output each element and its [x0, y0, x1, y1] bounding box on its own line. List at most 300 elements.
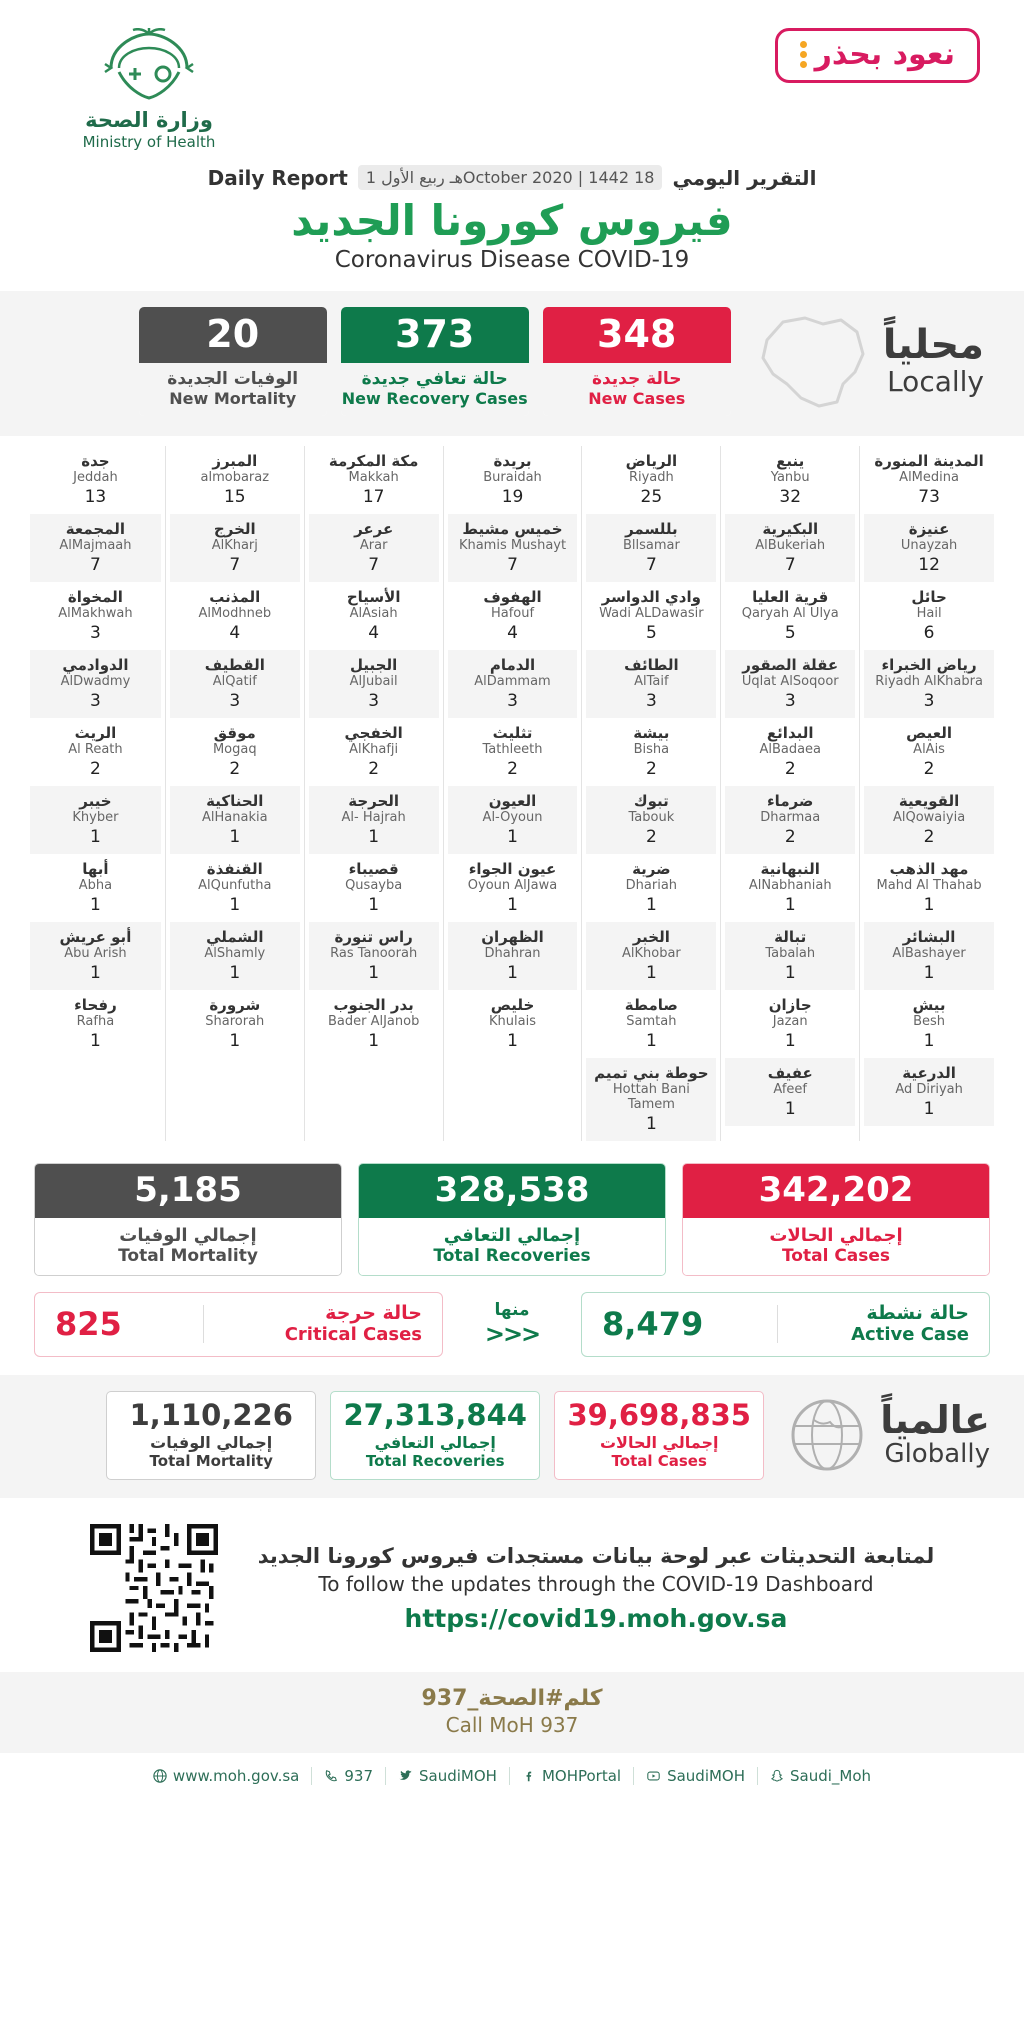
city-name-en: Riyadh AlKhabra [875, 674, 983, 689]
global-recoveries-label-en: Total Recoveries [365, 1452, 505, 1471]
city-cell [725, 1058, 855, 1126]
city-name-ar: بدر الجنوب [333, 996, 414, 1014]
city-name-ar: تثليث [492, 724, 533, 742]
footer-link-label: 937 [344, 1767, 374, 1786]
city-name-en: Riyadh [628, 470, 674, 485]
city-case-count: 2 [507, 759, 518, 779]
city-name-en: Dhahran [484, 946, 541, 961]
city-cell [586, 514, 716, 582]
snapchat-icon [770, 1769, 784, 1783]
city-cell [864, 786, 994, 854]
global-mortality-label-en: Total Mortality [149, 1452, 273, 1471]
city-case-count: 5 [645, 623, 657, 643]
city-name-ar: تبالة [774, 928, 807, 946]
city-case-count: 1 [507, 1031, 518, 1051]
of-which-label: منها [494, 1300, 530, 1321]
city-cell [170, 582, 300, 650]
city-cell [448, 718, 578, 786]
city-name-ar: الدمام [489, 656, 536, 674]
city-case-count: 1 [368, 827, 380, 847]
city-case-count: 3 [90, 691, 101, 711]
saudi-map-icon [753, 310, 873, 414]
new-recovery-label-en: New Recovery Cases [341, 389, 528, 408]
city-case-count: 15 [223, 487, 246, 507]
city-cell [725, 922, 855, 990]
city-case-count: 1 [507, 827, 518, 847]
city-name-en: Wadi ALDawasir [599, 606, 704, 621]
city-cell [586, 718, 716, 786]
city-cell [309, 650, 439, 718]
city-name-ar: الظهران [481, 928, 544, 946]
city-cell [586, 1058, 716, 1141]
footer-link-saudi-moh[interactable] [758, 1767, 883, 1785]
city-cell [864, 990, 994, 1058]
footer-link-label: www.moh.gov.sa [172, 1767, 300, 1786]
city-name-en: Qaryah Al Ulya [741, 606, 839, 621]
city-cell [725, 650, 855, 718]
global-cases-card [554, 1391, 764, 1481]
city-case-count: 1 [368, 1031, 380, 1051]
city-case-count: 1 [784, 963, 796, 983]
city-name-en: AlMajmaah [59, 538, 132, 553]
city-cell [725, 514, 855, 582]
city-name-ar: حوطة بني تميم [594, 1064, 709, 1082]
city-cell [586, 786, 716, 854]
city-name-ar: رياض الخبراء [881, 656, 977, 674]
global-mortality-value: 1,110,226 [129, 1397, 293, 1432]
city-cell [864, 718, 994, 786]
global-mortality-card [106, 1391, 316, 1481]
phone-icon [324, 1769, 338, 1783]
critical-cases-label-en: Critical Cases [284, 1323, 422, 1345]
city-name-ar: القويعية [898, 792, 960, 810]
city-name-en: Rafha [76, 1014, 115, 1029]
city-case-count: 73 [918, 487, 940, 507]
city-case-count: 2 [645, 759, 657, 779]
city-case-count: 7 [368, 555, 380, 575]
new-mortality-value: 20 [139, 307, 327, 363]
city-case-count: 32 [779, 487, 802, 507]
city-case-count: 3 [784, 691, 796, 711]
city-case-count: 1 [784, 895, 796, 915]
city-cell [864, 514, 994, 582]
city-case-count: 25 [640, 487, 663, 507]
city-name-ar: أبو عريش [59, 928, 132, 946]
global-cases-label-en: Total Cases [611, 1452, 707, 1471]
footer-link-label: SaudiMOH [419, 1767, 497, 1786]
footer-link-saudimoh[interactable] [634, 1767, 758, 1785]
city-case-count: 7 [90, 555, 101, 575]
city-name-en: Hottah Bani Tamem [612, 1082, 690, 1112]
city-name-ar: الطائف [624, 656, 679, 674]
total-recoveries-card [358, 1163, 666, 1276]
globally-heading [784, 1392, 990, 1478]
city-cell [586, 854, 716, 922]
city-name-en: AlAsiah [349, 606, 398, 621]
city-cell [170, 786, 300, 854]
city-case-count: 3 [90, 623, 101, 643]
city-case-count: 13 [84, 487, 107, 507]
city-name-ar: جدة [81, 452, 110, 470]
call-moh-bar [0, 1672, 1024, 1753]
dashboard-text-ar: لمتابعة التحديثات عبر لوحة بيانات مستجدات فيروس كورونا الجديد [257, 1543, 935, 1568]
city-case-count: 12 [918, 555, 940, 575]
call-moh-en: Call MoH 937 [445, 1713, 579, 1738]
city-cell [309, 582, 439, 650]
city-name-ar: الأسياح [346, 588, 401, 606]
city-cell [725, 718, 855, 786]
total-cases-card [682, 1163, 990, 1276]
city-case-count: 2 [784, 759, 796, 779]
city-name-en: AlDammam [474, 674, 551, 689]
city-cell [30, 582, 161, 650]
campaign-dots-icon [800, 41, 807, 68]
city-name-en: Dharmaa [760, 810, 821, 825]
city-case-count: 1 [507, 895, 518, 915]
cities-column [26, 446, 165, 1141]
city-cell [864, 582, 994, 650]
footer-link-www-moh-gov-sa[interactable] [141, 1767, 312, 1785]
city-name-ar: قصيباء [348, 860, 399, 878]
total-mortality-card [34, 1163, 342, 1276]
page-title-en: Coronavirus Disease COVID-19 [334, 247, 690, 273]
city-name-en: Uqlat AlSoqoor [741, 674, 839, 689]
city-name-en: Hafouf [490, 606, 535, 621]
cities-column [304, 446, 443, 1141]
city-case-count: 4 [507, 623, 518, 643]
city-name-ar: المبرز [212, 452, 258, 470]
footer-social-row [0, 1753, 1024, 1803]
city-name-ar: رفحاء [74, 996, 117, 1014]
city-case-count: 1 [645, 1114, 657, 1134]
city-cell [725, 786, 855, 854]
city-name-ar: جازان [768, 996, 812, 1014]
city-name-en: Al Reath [68, 742, 123, 757]
city-name-en: Bisha [633, 742, 670, 757]
city-name-en: Jeddah [73, 470, 118, 485]
city-cell [170, 650, 300, 718]
city-name-ar: النبهانية [760, 860, 820, 878]
cities-table [0, 436, 1024, 1147]
footer-link-937[interactable] [312, 1767, 386, 1785]
active-cases-value: 8,479 [602, 1305, 704, 1344]
cities-column [443, 446, 582, 1141]
new-cases-card [543, 307, 731, 416]
qr-code-icon[interactable] [90, 1524, 218, 1652]
city-name-en: AlAis [913, 742, 945, 757]
new-mortality-label-ar: الوفيات الجديدة [167, 369, 299, 389]
city-cell [30, 990, 161, 1058]
daily-report-row [0, 165, 1024, 190]
city-cell [725, 446, 855, 514]
city-cell [448, 650, 578, 718]
moh-emblem-icon [89, 28, 209, 106]
city-case-count: 2 [784, 827, 796, 847]
city-case-count: 2 [90, 759, 101, 779]
pill-divider [777, 1305, 778, 1343]
city-name-en: AlTaif [634, 674, 669, 689]
page-header [0, 0, 1024, 151]
city-name-en: Al-Oyoun [482, 810, 543, 825]
new-cases-label-en: New Cases [588, 389, 686, 408]
city-name-en: almobaraz [200, 470, 270, 485]
city-case-count: 1 [90, 827, 101, 847]
city-case-count: 5 [784, 623, 796, 643]
city-case-count: 1 [645, 1031, 657, 1051]
city-cell [30, 718, 161, 786]
city-name-ar: الخفجي [344, 724, 403, 742]
city-name-en: Jazan [772, 1014, 808, 1029]
city-name-en: Khamis Mushayt [458, 538, 567, 553]
city-case-count: 1 [368, 963, 380, 983]
city-name-ar: الحرجة [348, 792, 400, 810]
youtube-icon [646, 1769, 661, 1783]
city-cell [586, 446, 716, 514]
city-cell [448, 854, 578, 922]
city-case-count: 17 [362, 487, 385, 507]
city-name-en: Oyoun AlJawa [467, 878, 558, 893]
city-case-count: 1 [90, 895, 101, 915]
footer-link-saudimoh[interactable] [386, 1767, 510, 1785]
city-name-en: AlQowaiyia [892, 810, 966, 825]
city-cell [864, 922, 994, 990]
city-case-count: 3 [923, 691, 935, 711]
footer-link-mohportal[interactable] [510, 1767, 634, 1785]
globally-section [0, 1375, 1024, 1499]
city-cell [30, 854, 161, 922]
city-name-ar: المذنب [209, 588, 261, 606]
city-name-ar: صامطة [624, 996, 678, 1014]
total-mortality-label-ar: إجمالي الوفيات [119, 1225, 257, 1246]
dashboard-texts [258, 1544, 934, 1633]
facebook-icon [522, 1769, 536, 1783]
city-case-count: 1 [923, 895, 935, 915]
pill-divider [203, 1305, 204, 1343]
city-cell [309, 922, 439, 990]
city-name-ar: عيون الجواء [468, 860, 557, 878]
city-name-ar: قرية العليا [752, 588, 829, 606]
active-cases-label-ar: حالة نشطة [866, 1302, 969, 1324]
city-case-count: 3 [229, 691, 241, 711]
city-name-ar: الهفوف [483, 588, 542, 606]
city-name-ar: العيص [906, 724, 952, 742]
city-cell [448, 514, 578, 582]
new-recovery-card [341, 307, 529, 416]
city-name-en: Tabouk [628, 810, 675, 825]
city-case-count: 1 [507, 963, 518, 983]
city-cell [586, 922, 716, 990]
city-name-ar: الخرج [213, 520, 256, 538]
city-name-ar: البكيرية [762, 520, 819, 538]
totals-section [0, 1147, 1024, 1284]
report-date: 18 October 2020 | 1442هـ ربيع الأول 1 [358, 165, 663, 190]
locally-section [0, 291, 1024, 436]
city-case-count: 1 [923, 963, 935, 983]
footer-link-label: Saudi_Moh [790, 1767, 872, 1786]
global-recoveries-value: 27,313,844 [343, 1397, 527, 1432]
campaign-text: نعود بحذر [814, 37, 955, 72]
city-cell [448, 990, 578, 1058]
city-case-count: 7 [784, 555, 796, 575]
city-name-ar: القنفذة [206, 860, 263, 878]
city-name-ar: وادي الدواسر [601, 588, 701, 606]
city-name-ar: المجمعة [65, 520, 126, 538]
city-cell [864, 650, 994, 718]
city-name-ar: الشملي [206, 928, 264, 946]
city-case-count: 1 [784, 1031, 796, 1051]
city-cell [30, 514, 161, 582]
city-case-count: 1 [229, 895, 241, 915]
city-cell [170, 446, 300, 514]
city-case-count: 2 [368, 759, 380, 779]
total-recoveries-label-ar: إجمالي التعافي [443, 1225, 581, 1246]
dashboard-url[interactable]: https://covid19.moh.gov.sa [404, 1603, 788, 1633]
dashboard-section [0, 1498, 1024, 1672]
city-cell [864, 446, 994, 514]
city-name-ar: بيشة [633, 724, 670, 742]
city-name-ar: عفيف [767, 1064, 813, 1082]
city-cell [448, 786, 578, 854]
critical-cases-value: 825 [55, 1305, 122, 1344]
city-name-ar: ينبع [776, 452, 805, 470]
globally-label-ar: عالمياً [880, 1397, 990, 1442]
total-mortality-label-en: Total Mortality [118, 1246, 258, 1266]
city-name-ar: المدينة المنورة [874, 452, 984, 470]
city-name-en: AlQatif [212, 674, 257, 689]
new-mortality-card [139, 307, 327, 416]
logo-text-en: Ministry of Health [82, 133, 216, 151]
city-name-en: Besh [913, 1014, 946, 1029]
city-name-en: AlModhneb [198, 606, 272, 621]
city-name-ar: البدائع [766, 724, 814, 742]
city-case-count: 2 [923, 827, 935, 847]
twitter-icon [398, 1769, 413, 1783]
city-name-en: AlNabhaniah [748, 878, 832, 893]
global-recoveries-label-ar: إجمالي التعافي [374, 1433, 496, 1453]
city-name-ar: عرعر [354, 520, 394, 538]
city-name-en: AlDwadmy [60, 674, 131, 689]
call-moh-ar: كلم#الصحة_937 [421, 1686, 603, 1712]
city-name-en: Afeef [773, 1082, 808, 1097]
city-case-count: 6 [923, 623, 935, 643]
city-cell [30, 922, 161, 990]
city-name-ar: ضرماء [767, 792, 814, 810]
city-name-en: Samtah [626, 1014, 677, 1029]
city-name-ar: بللسمر [625, 520, 678, 538]
campaign-badge [775, 28, 980, 83]
city-name-en: AlJubail [349, 674, 398, 689]
city-case-count: 4 [368, 623, 380, 643]
total-cases-value: 342,202 [683, 1164, 989, 1218]
city-name-ar: عقلة الصقور [742, 656, 839, 674]
city-name-ar: مكة المكرمة [328, 452, 419, 470]
city-name-en: AlKhafji [349, 742, 399, 757]
city-name-ar: الخبر [632, 928, 670, 946]
critical-cases-label-ar: حالة حرجة [325, 1302, 422, 1324]
city-case-count: 1 [923, 1031, 935, 1051]
city-name-en: Mogaq [212, 742, 257, 757]
city-name-en: Khulais [489, 1014, 536, 1029]
global-mortality-label-ar: إجمالي الوفيات [150, 1433, 273, 1453]
city-name-en: Bllsamar [622, 538, 680, 553]
city-name-en: AlBukeriah [755, 538, 826, 553]
total-recoveries-value: 328,538 [359, 1164, 665, 1218]
city-name-ar: المخواة [67, 588, 123, 606]
globe-icon [153, 1769, 167, 1783]
global-recoveries-card [330, 1391, 540, 1481]
total-cases-label-en: Total Cases [781, 1246, 891, 1266]
city-name-en: Dhariah [625, 878, 678, 893]
city-cell [864, 1058, 994, 1126]
new-mortality-label-en: New Mortality [169, 389, 297, 408]
city-name-en: Arar [359, 538, 388, 553]
city-cell [725, 990, 855, 1058]
city-cell [448, 446, 578, 514]
page-title-ar: فيروس كورونا الجديد [291, 196, 733, 245]
new-recovery-label-ar: حالة تعافي جديدة [361, 369, 508, 389]
city-case-count: 1 [229, 827, 241, 847]
city-name-ar: بريدة [493, 452, 532, 470]
total-cases-label-ar: إجمالي الحالات [769, 1225, 903, 1246]
city-name-ar: عنيزة [908, 520, 950, 538]
city-name-en: Unayzah [900, 538, 958, 553]
city-cell [586, 990, 716, 1058]
globe-outline-icon [784, 1392, 870, 1478]
of-which-marker [457, 1300, 567, 1348]
cities-column [165, 446, 304, 1141]
city-name-ar: ضرية [632, 860, 671, 878]
locally-label-en: Locally [887, 364, 984, 398]
city-name-en: AlShamly [204, 946, 266, 961]
city-case-count: 1 [90, 1031, 101, 1051]
city-name-en: AlHanakia [202, 810, 268, 825]
city-case-count: 1 [923, 1099, 935, 1119]
city-case-count: 7 [229, 555, 241, 575]
city-name-en: AlBashayer [892, 946, 966, 961]
title-block [0, 151, 1024, 291]
city-name-ar: مهد الذهب [889, 860, 969, 878]
city-name-en: Tabalah [765, 946, 816, 961]
city-cell [586, 650, 716, 718]
cities-column [581, 446, 720, 1141]
city-name-en: Mahd Al Thahab [876, 878, 982, 893]
city-case-count: 1 [229, 1031, 241, 1051]
city-cell [448, 582, 578, 650]
city-case-count: 3 [507, 691, 518, 711]
city-cell [309, 514, 439, 582]
city-cell [170, 854, 300, 922]
city-name-en: AlBadaea [759, 742, 822, 757]
city-name-en: Al- Hajrah [341, 810, 406, 825]
city-name-ar: العيون [488, 792, 537, 810]
active-cases-pill [581, 1292, 990, 1357]
city-name-en: Abu Arish [64, 946, 127, 961]
city-name-ar: راس تنورة [334, 928, 413, 946]
city-cell [30, 786, 161, 854]
city-name-en: Tathleeth [482, 742, 543, 757]
city-name-en: Sharorah [205, 1014, 265, 1029]
city-name-ar: الحناكية [206, 792, 264, 810]
cities-column [720, 446, 859, 1141]
city-name-en: Qusayba [345, 878, 403, 893]
city-name-ar: الدوادمي [62, 656, 129, 674]
city-case-count: 2 [229, 759, 241, 779]
city-cell [170, 922, 300, 990]
cities-column [859, 446, 998, 1141]
locally-label-ar: محلياً [882, 321, 984, 368]
locally-heading [753, 310, 984, 414]
city-name-en: AlKharj [211, 538, 258, 553]
